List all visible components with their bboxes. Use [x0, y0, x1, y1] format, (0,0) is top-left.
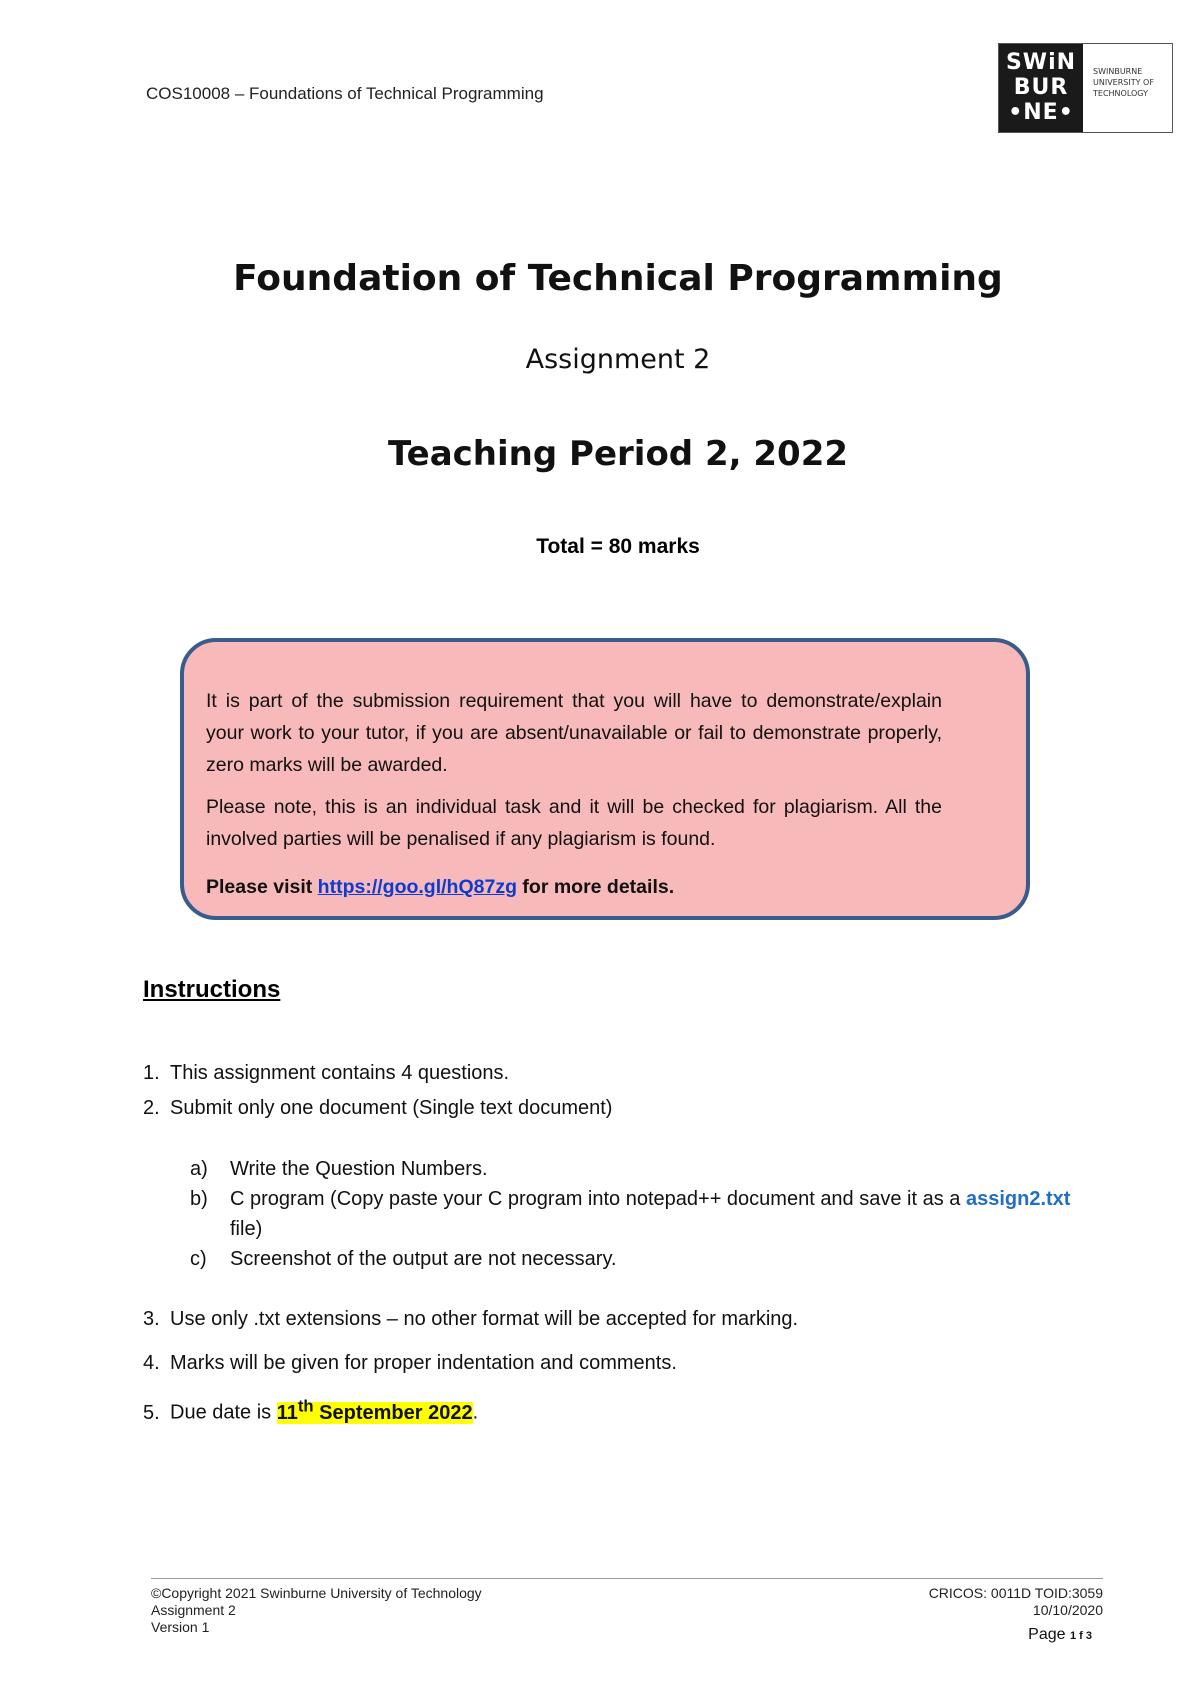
logo-mark-line: BUR — [1013, 75, 1069, 100]
logo-side-line: SWINBURNE — [1093, 67, 1143, 76]
due-day-suffix: th — [297, 1396, 314, 1415]
item-number: 3. — [143, 1308, 160, 1330]
item-number: 5. — [143, 1401, 160, 1424]
sub-item-label: a) — [190, 1158, 208, 1180]
footer-assignment: Assignment 2 — [151, 1602, 236, 1618]
item-text: This assignment contains 4 questions. — [170, 1062, 510, 1084]
due-prefix: Due date is — [170, 1401, 277, 1424]
logo-side-line: UNIVERSITY OF — [1093, 78, 1154, 87]
notice-paragraph-plagiarism: Please note, this is an individual task and it will be checked for plagiarism. All the involved parties will be penalised if any plagiarism is found. — [206, 796, 942, 850]
header-course: COS10008 – Foundations of Technical Programming — [146, 84, 544, 103]
item-text: Marks will be given for proper indentation and comments. — [170, 1352, 677, 1374]
visit-prefix: Please visit — [206, 876, 318, 898]
instructions-heading: Instructions — [143, 976, 281, 1003]
sub-item-text: C program (Copy paste your C program into notepad++ document and save it as a — [230, 1188, 966, 1210]
sub-item-text: Screenshot of the output are not necessary. — [230, 1248, 617, 1270]
assign2-filename: assign2.txt — [965, 1188, 1071, 1210]
assignment-subtitle: Assignment 2 — [525, 344, 711, 375]
total-marks: Total = 80 marks — [536, 535, 700, 558]
notice-paragraph-demonstrate: It is part of the submission requirement that you will have to demonstrate/explain your work to your tutor, if you are absent/unavailable or fail to demonstrate properly, zero marks will be awarded. — [206, 690, 942, 776]
item-number: 2. — [143, 1097, 160, 1119]
list-item — [143, 1097, 612, 1120]
item-text: Use only .txt extensions – no other format will be accepted for marking. — [170, 1308, 799, 1330]
due-month-year: September 2022 — [313, 1401, 473, 1424]
footer-date: 10/10/2020 — [1032, 1602, 1103, 1618]
page-number — [1028, 1626, 1092, 1644]
due-date-item — [143, 1396, 478, 1425]
footer-right — [929, 1585, 1103, 1619]
footer-divider — [151, 1578, 1103, 1579]
sub-item-label: c) — [190, 1248, 207, 1270]
notice-visit-line — [206, 871, 942, 903]
page-current: 1 — [1069, 1630, 1077, 1642]
item-number: 4. — [143, 1352, 160, 1374]
swinburne-logo — [998, 43, 1173, 133]
sub-list-item — [190, 1248, 617, 1271]
logo-mark-line: •NE• — [1008, 100, 1074, 125]
logo-side-line: TECHNOLOGY — [1093, 89, 1148, 98]
item-number: 1. — [143, 1062, 160, 1084]
logo-wordmark — [1093, 66, 1154, 99]
due-day: 11 — [276, 1401, 298, 1424]
submission-notice-box — [180, 638, 1030, 920]
sub-item-text: Write the Question Numbers. — [230, 1158, 488, 1180]
logo-mark — [999, 44, 1083, 132]
item-text: Submit only one document (Single text document) — [170, 1097, 613, 1119]
footer-version: Version 1 — [151, 1619, 210, 1635]
footer-cricos: CRICOS: 0011D TOID:3059 — [928, 1585, 1103, 1601]
sub-item-label: b) — [190, 1188, 208, 1210]
teaching-period: Teaching Period 2, 2022 — [387, 434, 849, 474]
sub-list-item — [190, 1188, 1070, 1211]
sub-item-continuation: file) — [230, 1218, 263, 1240]
due-date-highlight — [276, 1396, 473, 1424]
list-item — [143, 1352, 677, 1375]
visit-suffix: for more details. — [517, 876, 675, 898]
footer-copyright: ©Copyright 2021 Swinburne University of Technology — [151, 1585, 482, 1601]
list-item — [143, 1308, 798, 1331]
list-item — [143, 1062, 509, 1085]
logo-mark-line: SWiN — [1005, 50, 1077, 75]
footer-left — [151, 1585, 482, 1636]
document-title: Foundation of Technical Programming — [233, 258, 1003, 299]
details-link[interactable]: https://goo.gl/hQ87zg — [317, 876, 517, 898]
page-label: Page — [1028, 1626, 1070, 1643]
due-suffix: . — [472, 1401, 479, 1424]
page-total: f 3 — [1076, 1630, 1092, 1642]
sub-list-item — [190, 1158, 488, 1181]
